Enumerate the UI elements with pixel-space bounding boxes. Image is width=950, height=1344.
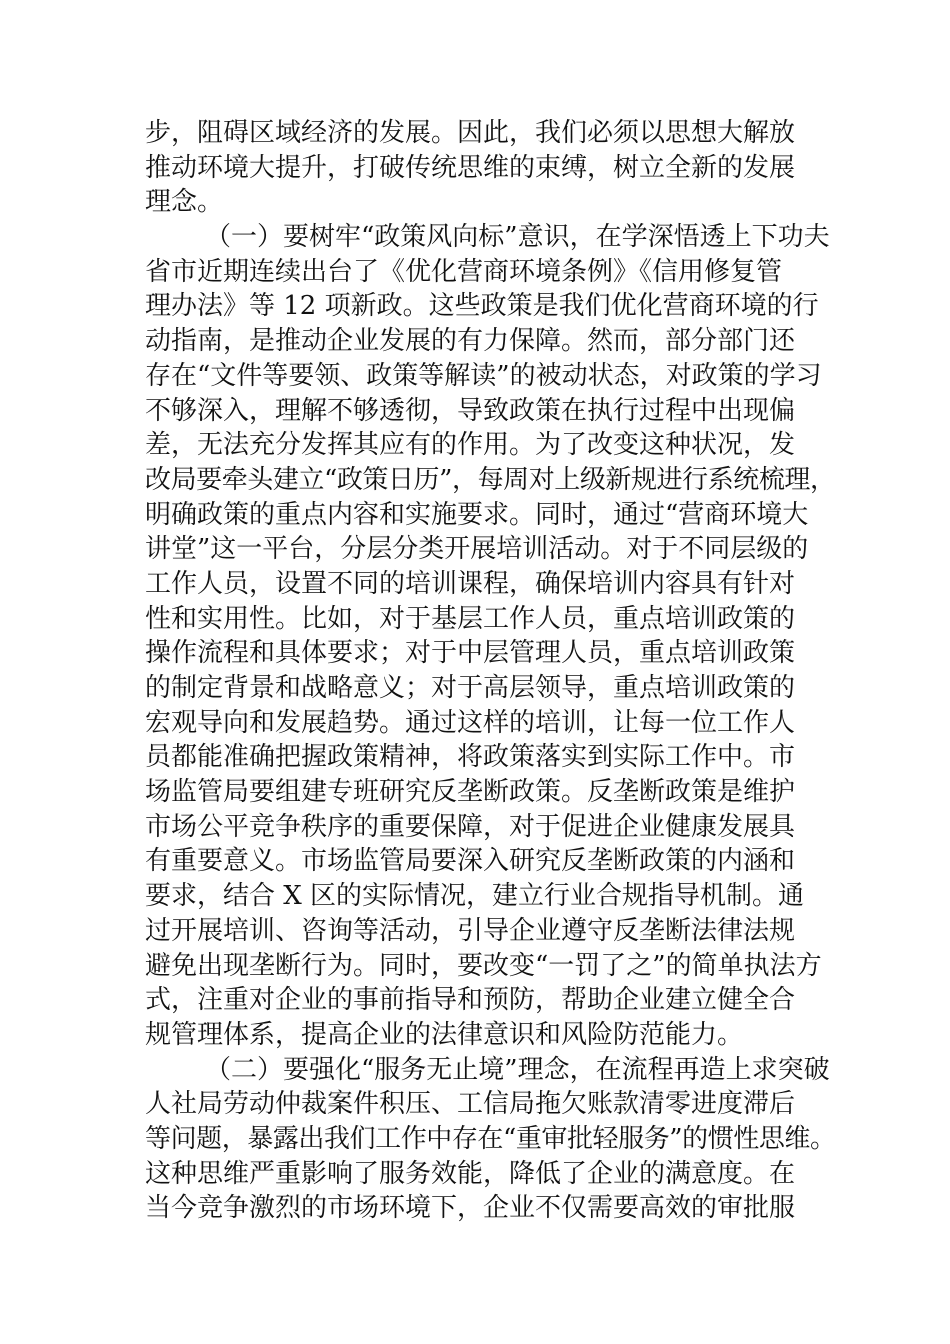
text-line: 式，注重对企业的事前指导和预防，帮助企业建立健全合 — [145, 985, 796, 1016]
text-line: 场监管局要组建专班研究反垄断政策。反垄断政策是维护 — [145, 777, 796, 808]
text-line: 市场公平竞争秩序的重要保障，对于促进企业健康发展具 — [145, 811, 796, 842]
text-line: 推动环境大提升，打破传统思维的束缚，树立全新的发展 — [145, 152, 796, 183]
text-line: 操作流程和具体要求；对于中层管理人员，重点培训政策 — [145, 638, 796, 669]
text-line: 员都能准确把握政策精神，将政策落实到实际工作中。市 — [145, 742, 796, 773]
text-line: 当今竞争激烈的市场环境下，企业不仅需要高效的审批服 — [145, 1193, 796, 1224]
text-line: 宏观导向和发展趋势。通过这样的培训，让每一位工作人 — [145, 707, 796, 738]
text-line: 避免出现垄断行为。同时，要改变“一罚了之”的简单执法方 — [145, 950, 822, 981]
text-line: 理念。 — [145, 187, 224, 218]
text-line: （二）要强化“服务无止境”理念，在流程再造上求突破 — [205, 1054, 830, 1085]
text-line: 不够深入，理解不够透彻，导致政策在执行过程中出现偏 — [145, 395, 796, 426]
text-line: 明确政策的重点内容和实施要求。同时，通过“营商环境大 — [145, 499, 809, 530]
document-body — [145, 116, 835, 1226]
text-line: （一）要树牢“政策风向标”意识，在学深悟透上下功夫 — [205, 222, 830, 253]
text-line: 有重要意义。市场监管局要深入研究反垄断政策的内涵和 — [145, 846, 796, 877]
text-line: 的制定背景和战略意义；对于高层领导，重点培训政策的 — [145, 673, 796, 703]
text-line: 改局要牵头建立“政策日历”，每周对上级新规进行系统梳理， — [145, 464, 836, 495]
text-line: 步，阻碍区域经济的发展。因此，我们必须以思想大解放 — [145, 118, 796, 148]
text-line: 工作人员，设置不同的培训课程，确保培训内容具有针对 — [145, 568, 796, 599]
text-line: 规管理体系，提高企业的法律意识和风险防范能力。 — [145, 1019, 744, 1050]
text-line: 等问题，暴露出我们工作中存在“重审批轻服务”的惯性思维。 — [145, 1123, 836, 1154]
text-line: 动指南，是推动企业发展的有力保障。然而，部分部门还 — [145, 326, 796, 357]
text-line: 人社局劳动仲裁案件积压、工信局拖欠账款清零进度滞后 — [145, 1089, 796, 1120]
text-line: 讲堂”这一平台，分层分类开展培训活动。对于不同层级的 — [145, 534, 809, 565]
text-line: 要求，结合 X 区的实际情况，建立行业合规指导机制。通 — [145, 881, 805, 912]
text-line: 理办法》等 12 项新政。这些政策是我们优化营商环境的行 — [145, 291, 819, 322]
text-line: 过开展培训、咨询等活动，引导企业遵守反垄断法律法规 — [145, 915, 796, 946]
text-line: 性和实用性。比如，对于基层工作人员，重点培训政策的 — [145, 603, 796, 634]
text-line: 存在“文件等要领、政策等解读”的被动状态，对政策的学习 — [145, 360, 822, 391]
text-line: 省市近期连续出台了《优化营商环境条例》《信用修复管 — [145, 256, 783, 287]
text-line: 这种思维严重影响了服务效能，降低了企业的满意度。在 — [145, 1158, 796, 1189]
text-line: 差，无法充分发挥其应有的作用。为了改变这种状况，发 — [145, 430, 796, 461]
